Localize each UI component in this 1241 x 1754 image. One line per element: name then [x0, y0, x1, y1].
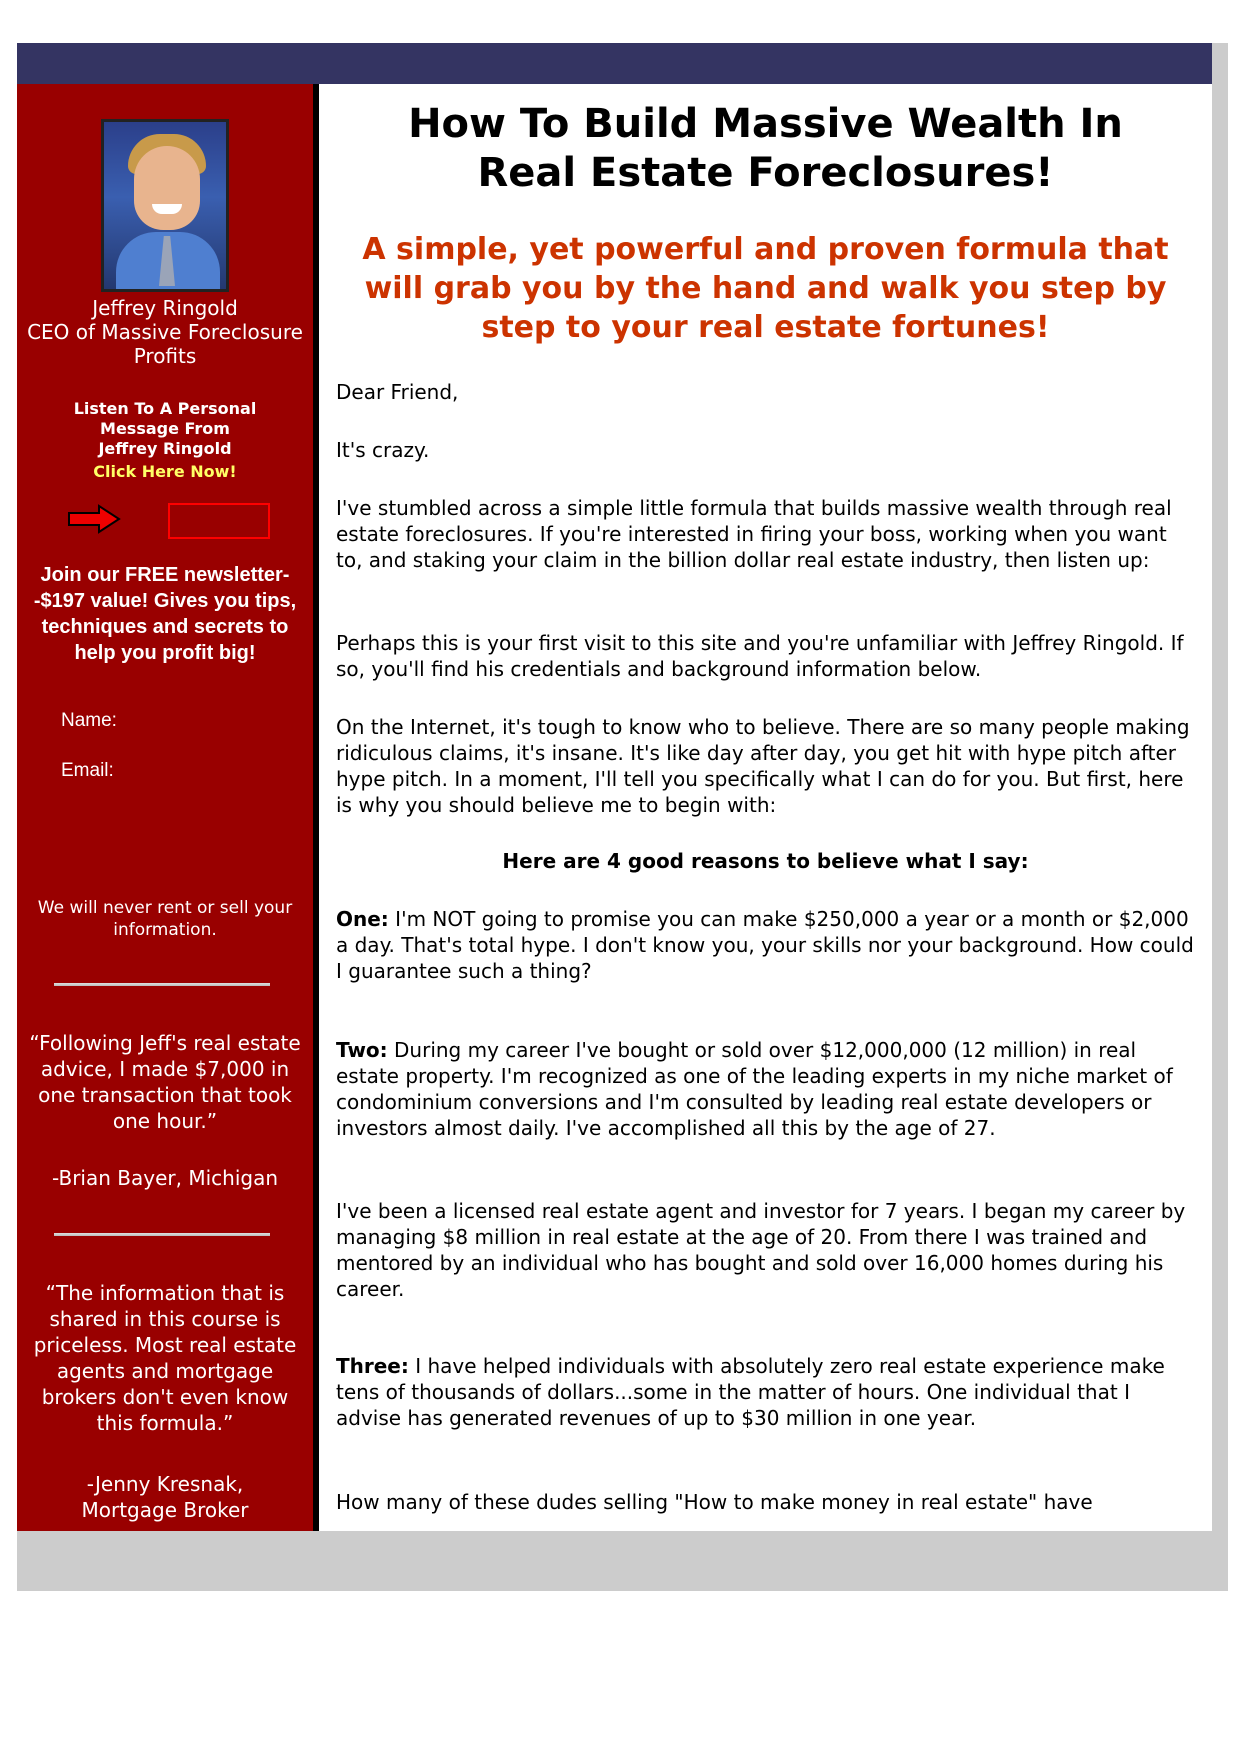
testimonial-author — [17, 1471, 313, 1523]
page-shadow-right — [1212, 43, 1228, 1591]
audio-player-button[interactable] — [168, 503, 270, 539]
listen-line-2: Message From — [100, 419, 230, 438]
reason-three — [336, 1353, 1196, 1431]
sidebar — [17, 84, 313, 1531]
reason-text: During my career I've bought or sold over $12,000,000 (12 million) in real estate property. I'm recognized as one of the leading experts in my niche market of condominium conversions and I'm consulted by leading real estate developers or investors almost daily. I've accomplished all this by the age of 27. — [336, 1038, 1173, 1140]
click-here-link[interactable]: Click Here Now! — [93, 462, 237, 481]
reason-text: I have helped individuals with absolutely zero real estate experience make tens of thousands of dollars...some in the matter of hours. One individual that I advise has generated revenues of up to $30 million in one year. — [336, 1354, 1165, 1430]
testimonial-quote: “Following Jeff's real estate advice, I made $7,000 in one transaction that took one hour.” — [29, 1031, 301, 1133]
testimonial-author-role: Mortgage Broker — [81, 1498, 249, 1522]
sidebar-divider — [54, 1233, 270, 1236]
top-banner-bar — [17, 43, 1212, 84]
email-field-label: Email: — [61, 760, 114, 781]
body-paragraph: How many of these dudes selling "How to make money in real estate" have — [336, 1490, 1093, 1514]
body-paragraph: I've been a licensed real estate agent and investor for 7 years. I began my career by managing $8 million in real estate at the age of 20. From there I was trained and mentored by an individual who has bought and sold over 16,000 homes during his career. — [336, 1199, 1186, 1301]
red-arrow-right-icon — [67, 504, 121, 534]
author-name: Jeffrey Ringold — [92, 296, 238, 320]
reason-one — [336, 906, 1196, 984]
reason-two — [336, 1037, 1196, 1141]
name-field-label: Name: — [61, 710, 117, 731]
page-shadow-bottom — [17, 1531, 1228, 1591]
listen-message — [17, 399, 313, 459]
page-headline: How To Build Massive Wealth In Real Estate Foreclosures! — [408, 101, 1123, 196]
testimonial-author: -Brian Bayer, Michigan — [51, 1166, 278, 1190]
testimonial-quote: “The information that is shared in this course is priceless. Most real estate agents and mortgage brokers don't even know this formula.” — [33, 1281, 297, 1435]
body-paragraph: Perhaps this is your first visit to this site and you're unfamiliar with Jeffrey Ringold. If so, you'll find his credentials and background information below. — [336, 631, 1184, 681]
sidebar-divider — [54, 983, 270, 986]
body-paragraph: On the Internet, it's tough to know who to believe. There are so many people making ridiculous claims, it's insane. It's like day after day, you get hit with hype pitch after hype pitch. In a moment, I'll tell you specifically what I can do for you. But first, here is why you should believe me to begin with: — [336, 715, 1190, 817]
newsletter-pitch: Join our FREE newsletter--$197 value! Gives you tips, techniques and secrets to help you profit big! — [33, 564, 297, 664]
reasons-heading: Here are 4 good reasons to believe what I say: — [502, 849, 1029, 873]
main-content — [319, 84, 1212, 1531]
body-paragraph: It's crazy. — [336, 438, 430, 462]
reason-text: I'm NOT going to promise you can make $250,000 a year or a month or $2,000 a day. That's total hype. I don't know you, your skills nor your background. How could I guarantee such a thing? — [336, 907, 1194, 983]
author-photo — [101, 119, 229, 292]
reason-label: One: — [336, 907, 389, 931]
author-title: CEO of Massive Foreclosure Profits — [27, 320, 303, 368]
salutation: Dear Friend, — [336, 380, 459, 404]
body-paragraph: I've stumbled across a simple little formula that builds massive wealth through real estate foreclosures. If you're interested in firing your boss, working when you want to, and staking your claim in the billion dollar real estate industry, then listen up: — [336, 496, 1172, 572]
page-subheadline: A simple, yet powerful and proven formula that will grab you by the hand and walk you step by step to your real estate fortunes! — [362, 232, 1169, 345]
testimonial-author-name: -Jenny Kresnak, — [86, 1472, 244, 1496]
reason-label: Two: — [336, 1038, 388, 1062]
reason-label: Three: — [336, 1354, 409, 1378]
listen-line-3: Jeffrey Ringold — [98, 439, 232, 458]
listen-line-1: Listen To A Personal — [73, 399, 257, 418]
privacy-note: We will never rent or sell your information. — [37, 898, 293, 940]
author-caption — [17, 296, 313, 368]
